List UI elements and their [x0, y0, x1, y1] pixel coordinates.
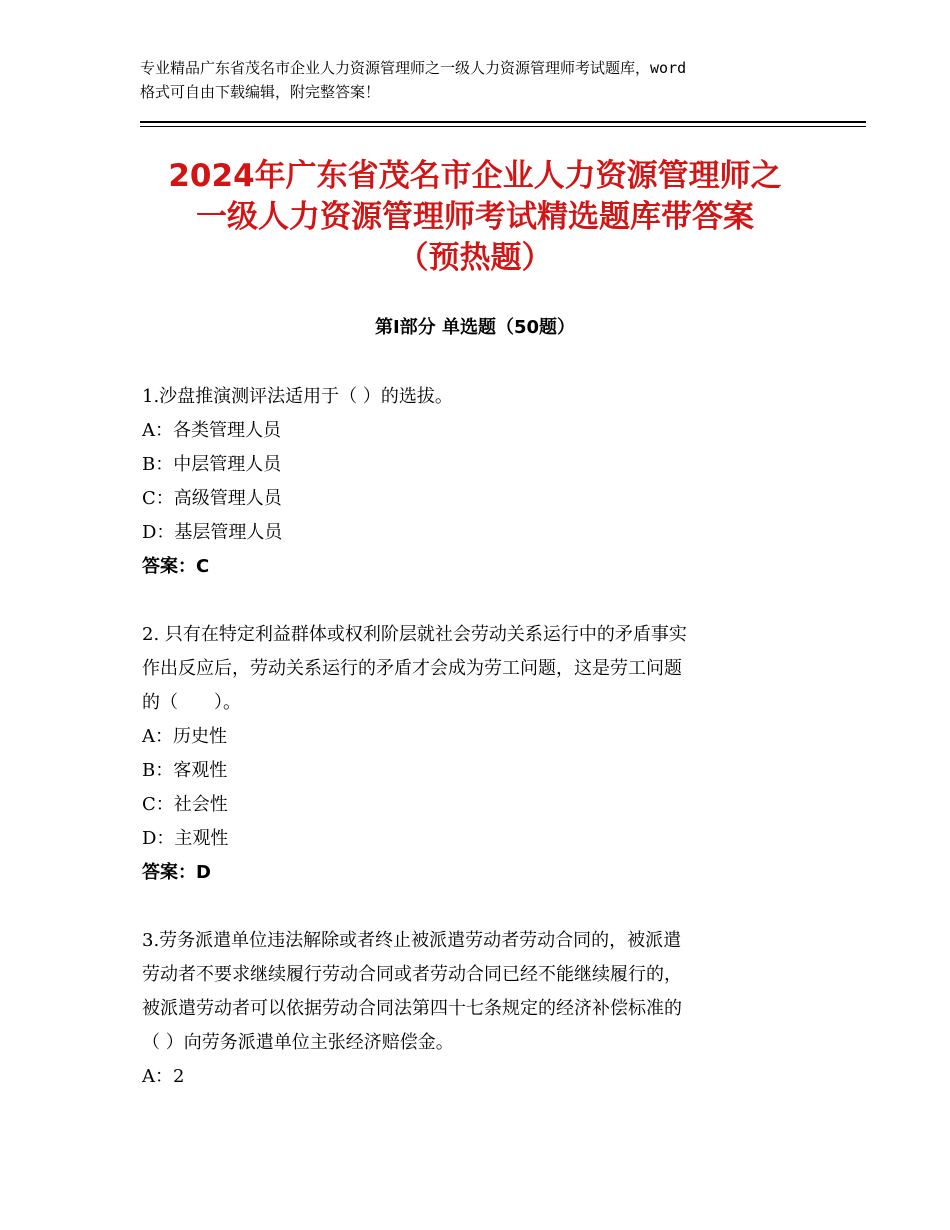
- answer-line: 答案：C: [142, 556, 210, 577]
- option-b: B：中层管理人员: [142, 454, 282, 475]
- header-note-line: 格式可自由下载编辑，附完整答案！: [140, 83, 381, 101]
- question-stem-line: （ ）向劳务派遣单位主张经济赔偿金。: [142, 1032, 454, 1053]
- question-stem-line: 被派遣劳动者可以依据劳动合同法第四十七条规定的经济补偿标准的: [142, 998, 682, 1019]
- question-list: [142, 380, 822, 1128]
- header-note: [140, 56, 840, 104]
- question-stem-line: 1.沙盘推演测评法适用于（ ）的选拔。: [142, 386, 453, 407]
- option-d: D：基层管理人员: [142, 522, 283, 543]
- section-heading: 第Ⅰ部分 单选题（50题）: [374, 317, 575, 338]
- option-b: B：客观性: [142, 760, 228, 781]
- option-d: D：主观性: [142, 828, 229, 849]
- header-note-line: 专业精品广东省茂名市企业人力资源管理师之一级人力资源管理师考试题库，word: [140, 59, 687, 77]
- question-stem-line: 3.劳务派遣单位违法解除或者终止被派遣劳动者劳动合同的，被派遣: [142, 930, 682, 951]
- question-3: [142, 924, 822, 1094]
- option-c: C：高级管理人员: [142, 488, 282, 509]
- question-stem-line: 的（ ）。: [142, 692, 241, 713]
- answer-line: 答案：D: [142, 862, 211, 883]
- question-stem-line: 作出反应后，劳动关系运行的矛盾才会成为劳工问题，这是劳工问题: [142, 658, 682, 679]
- header-divider-thick: [140, 121, 866, 123]
- option-a: A：历史性: [142, 726, 227, 747]
- question-2: [142, 618, 822, 890]
- document-title: [110, 156, 840, 279]
- document-title-line: （预热题）: [397, 240, 553, 276]
- option-c: C：社会性: [142, 794, 228, 815]
- document-title-line: 2024年广东省茂名市企业人力资源管理师之: [168, 158, 782, 194]
- option-a: A：各类管理人员: [142, 420, 281, 441]
- header-divider-thin: [140, 126, 866, 127]
- question-stem-line: 2. 只有在特定利益群体或权利阶层就社会劳动关系运行中的矛盾事实: [142, 624, 687, 645]
- question-stem-line: 劳动者不要求继续履行劳动合同或者劳动合同已经不能继续履行的，: [142, 964, 682, 985]
- question-1: [142, 380, 822, 584]
- document-title-line: 一级人力资源管理师考试精选题库带答案: [196, 199, 754, 235]
- option-a: A：2: [142, 1066, 185, 1087]
